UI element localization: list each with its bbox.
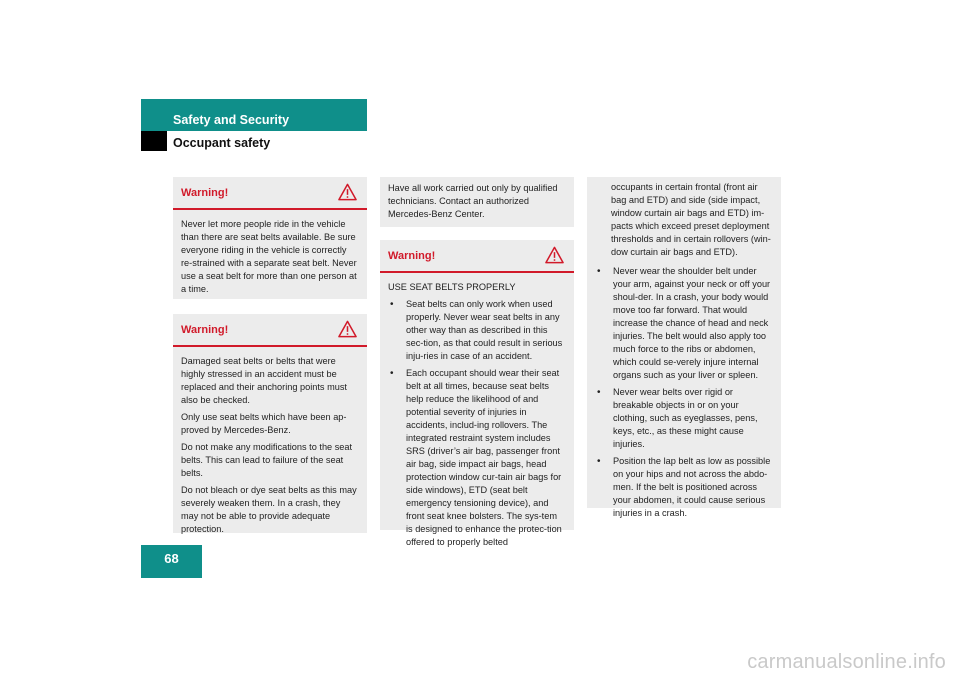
warning-triangle-icon (545, 246, 564, 264)
warning-body (380, 273, 574, 561)
list-item: • Position the lap belt as low as possible on your hips and not across the abdo-men. If the belt is positioned across your abdomen, it could cause serious injuries in a crash. (595, 455, 773, 520)
warning-panel-3 (380, 240, 574, 547)
warning-header (173, 314, 367, 347)
list-item: • Never wear belts over rigid or breakable objects in or on your clothing, such as eyeglasses, pens, keys, etc., as these might cause injuries. (595, 386, 773, 451)
warning-body (173, 210, 367, 308)
continuation-text: occupants in certain frontal (front air bag and ETD) and side (side impact, window curtain air bags and ETD) im-pacts which exceed preset deployment thresholds and in certain rollovers (win-dow curtain air bags and ETD). (611, 182, 771, 257)
bullet-list (595, 265, 773, 520)
warning-paragraph: Never let more people ride in the vehicle than there are seat belts available. Be sure everyone riding in the vehicle is correctly re-strained with a separate seat belt. Never use a seat belt for more than one person at a time. (181, 219, 357, 294)
section-header-bar (141, 99, 367, 131)
warning-paragraph: Damaged seat belts or belts that were highly stressed in an accident must be replaced and their anchoring points must also be checked. (181, 356, 347, 405)
warning-title: Warning! (181, 324, 229, 336)
warning-triangle-icon (338, 320, 357, 338)
continuation-panel (587, 177, 781, 518)
info-text: Have all work carried out only by qualified technicians. Contact an authorized Mercedes-Benz Center. (388, 183, 558, 219)
warning-heading: USE SEAT BELTS PROPERLY (388, 282, 516, 292)
section-title: Safety and Security (173, 113, 290, 127)
warning-title: Warning! (388, 250, 436, 262)
warning-paragraph: Do not make any modifications to the seat belts. This can lead to failure of the seat belts. (181, 442, 353, 478)
subtitle-marker (141, 131, 167, 151)
warning-header (380, 240, 574, 273)
bullet-list (388, 298, 566, 549)
page-number: 68 (164, 551, 179, 566)
watermark: carmanualsonline.info (747, 651, 946, 673)
warning-body (173, 347, 367, 548)
list-item: • Each occupant should wear their seat belt at all times, because seat belts help reduce the likelihood of and potential severity of injuries in accidents, includ-ing rollovers. The integrated restraint system includes SRS (driver’s air bag, passenger front air bag, side impact air bags, head protection window cur-tain air bags for side windows), ETD (seat belt emergency tensioning device), and front seat knee bolsters. The sys-tem is designed to enhance the protec-tion offered to properly belted (388, 367, 566, 549)
page-subtitle: Occupant safety (173, 136, 271, 150)
page-number-box (141, 545, 202, 578)
warning-paragraph: Only use seat belts which have been ap-proved by Mercedes-Benz. (181, 412, 347, 435)
warning-triangle-icon (338, 183, 357, 201)
list-item: • Seat belts can only work when used properly. Never wear seat belts in any other way than as described in this sec-tion, as that could result in serious inju-ries in case of an accident. (388, 298, 566, 363)
info-panel (380, 177, 574, 227)
list-item: • Never wear the shoulder belt under your arm, against your neck or off your shoul-der. In a crash, your body would move too far forward. That would increase the chance of head and neck injuries. The belt would also apply too much force to the ribs or abdomen, which could se-verely injure internal organs such as your liver or spleen. (595, 265, 773, 382)
warning-paragraph: Do not bleach or dye seat belts as this may severely weaken them. In a crash, they may not be able to provide adequate protection. (181, 485, 357, 534)
warning-panel-2 (173, 314, 367, 533)
warning-title: Warning! (181, 187, 229, 199)
warning-panel-1 (173, 177, 367, 299)
warning-header (173, 177, 367, 210)
